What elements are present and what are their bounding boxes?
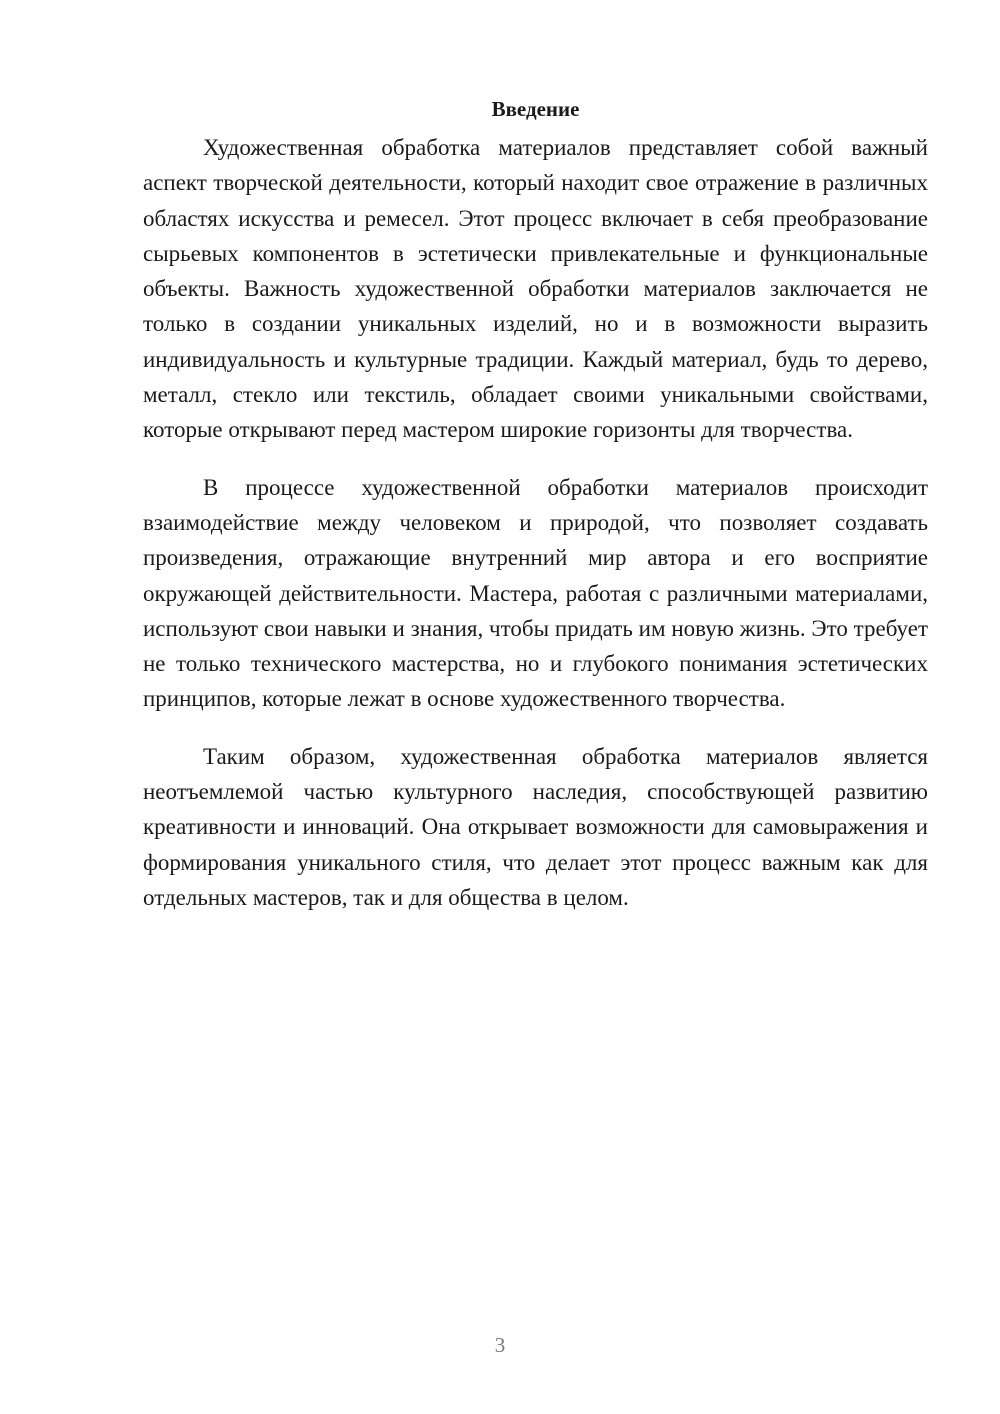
paragraph-1: Художественная обработка материалов представляет собой важный аспект творческой деятельности, который находит свое отражение в различных областях искусства и ремесел. Этот процесс включает в себя преобразование сырьевых компонентов в эстетически привлекательные и функциональные объекты. Важность художественной обработки материалов заключается не только в создании уникальных изделий, но и в возможности выразить индивидуальность и культурные традиции. Каждый материал, будь то дерево, металл, стекло или текстиль, обладает своими уникальными свойствами, которые открывают перед мастером широкие горизонты для творчества. (143, 135, 928, 443)
section-heading: Введение (491, 97, 580, 121)
document-body (143, 92, 928, 937)
paragraph-3: Таким образом, художественная обработка материалов является неотъемлемой частью культурного наследия, способствующей развитию креативности и инноваций. Она открывает возможности для самовыражения и формирования уникального стиля, что делает этот процесс важным как для отдельных мастеров, так и для общества в целом. (143, 743, 928, 910)
page-number: 3 (494, 1333, 506, 1357)
paragraph-2: В процессе художественной обработки материалов происходит взаимодействие между человеком и природой, что позволяет создавать произведения, отражающие внутренний мир автора и его восприятие окружающей действительности. Мастера, работая с различными материалами, используют свои навыки и знания, чтобы придать им новую жизнь. Это требует не только технического мастерства, но и глубокого понимания эстетических принципов, которые лежат в основе художественного творчества. (143, 474, 928, 712)
